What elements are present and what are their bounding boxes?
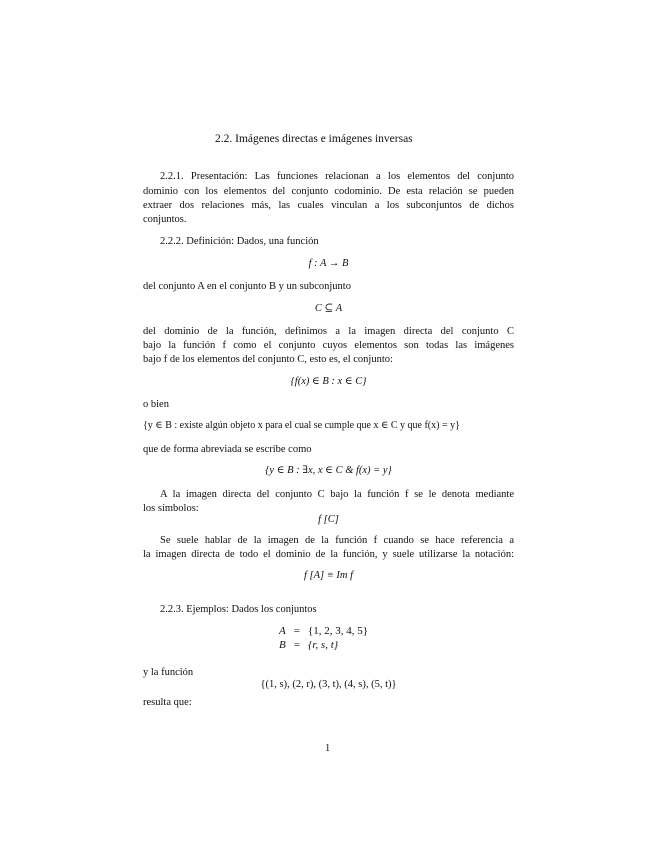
paragraph-line: dominio con los elementos del conjunto codominio. De esta relación se pueden — [143, 186, 514, 197]
set-definitions — [275, 624, 372, 652]
equation-lhs: A — [279, 625, 286, 637]
paragraph-line: A la imagen directa del conjunto C bajo la función f se le denota mediante — [160, 489, 514, 500]
equation-rhs: {r, s, t} — [307, 639, 339, 651]
equation-row — [275, 624, 372, 638]
paragraph-line: y la función — [143, 667, 194, 678]
paragraph-line: la imagen directa de todo el dominio de la función, y suele utilizarse la notación: — [143, 549, 514, 560]
equation: f [A] ≡ Im f — [303, 570, 354, 581]
section-title: 2.2. Imágenes directas e imágenes inversas — [215, 133, 413, 145]
paragraph-line: resulta que: — [143, 697, 192, 708]
equation-op: = — [293, 625, 300, 637]
equation: f [C] — [318, 514, 339, 525]
paragraph-line: extraer dos relaciones más, las cuales vinculan a los subconjuntos de dichos — [143, 200, 514, 211]
equation: {y ∈ B : existe algún objeto x para el cual se cumple que x ∈ C y que f(x) = y} — [143, 420, 460, 431]
paragraph-line: 2.2.1. Presentación: Las funciones relacionan a los elementos del conjunto — [160, 171, 514, 182]
paragraph-line: que de forma abreviada se escribe como — [143, 444, 312, 455]
page-number: 1 — [325, 743, 331, 754]
paragraph-line: bajo f de los elementos del conjunto C, esto es, el conjunto: — [143, 354, 393, 365]
paragraph-line: Se suele hablar de la imagen de la función f cuando se hace referencia a — [160, 535, 514, 546]
equation-lhs: B — [279, 639, 286, 651]
equation: C ⊆ A — [314, 303, 343, 314]
paragraph-line: bajo la función f como el conjunto cuyos elementos son todas las imágenes — [143, 340, 514, 351]
paragraph-line: 2.2.3. Ejemplos: Dados los conjuntos — [160, 604, 317, 615]
equation: {f(x) ∈ B : x ∈ C} — [290, 376, 367, 387]
paragraph-line: conjuntos. — [143, 214, 187, 225]
paragraph-line: 2.2.2. Definición: Dados, una función — [160, 236, 319, 247]
equation: {y ∈ B : ∃x, x ∈ C & f(x) = y} — [265, 465, 392, 476]
equation: f : A → B — [308, 258, 349, 269]
paragraph-line: del conjunto A en el conjunto B y un subconjunto — [143, 281, 351, 292]
paragraph-line: del dominio de la función, definimos a la imagen directa del conjunto C — [143, 326, 514, 337]
paragraph-line: o bien — [143, 399, 169, 410]
equation-op: = — [293, 639, 300, 651]
paragraph-line: los símbolos: — [143, 503, 199, 514]
equation-rhs: {1, 2, 3, 4, 5} — [307, 625, 369, 637]
equation: {(1, s), (2, r), (3, t), (4, s), (5, t)} — [260, 679, 397, 690]
equation-row — [275, 638, 372, 652]
